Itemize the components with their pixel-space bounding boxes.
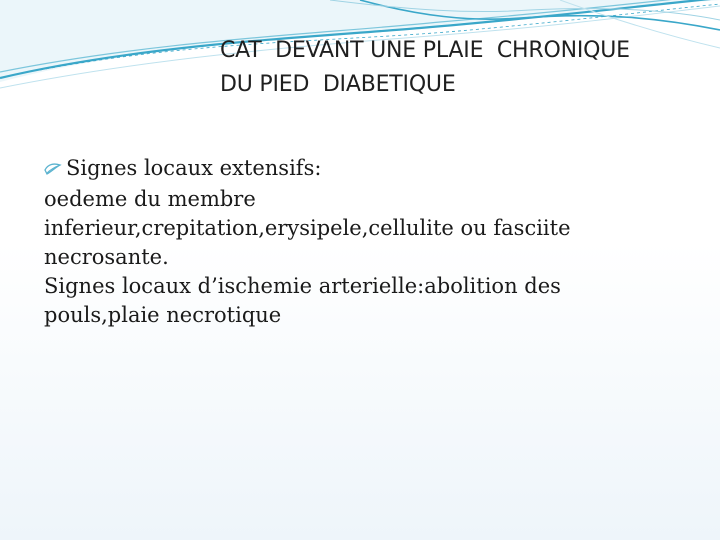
decorative-leaf-bullet-icon xyxy=(44,162,62,176)
slide-body xyxy=(44,154,684,330)
bullet-item xyxy=(44,154,684,183)
slide-title xyxy=(220,34,700,102)
paragraph-extensive-signs xyxy=(44,185,684,272)
title-line-2: DU PIED DIABETIQUE xyxy=(220,72,456,97)
paragraph1-line-3: necrosante. xyxy=(44,245,169,269)
paragraph1-line-1: oedeme du membre xyxy=(44,187,256,211)
paragraph-ischemia-signs xyxy=(44,272,684,330)
paragraph1-line-2: inferieur,crepitation,erysipele,cellulite ou fasciite xyxy=(44,216,571,240)
bullet-text: Signes locaux extensifs: xyxy=(66,156,322,180)
title-line-1: CAT DEVANT UNE PLAIE CHRONIQUE xyxy=(220,38,630,63)
paragraph2-line-2: pouls,plaie necrotique xyxy=(44,303,282,327)
paragraph2-line-1: Signes locaux d’ischemie arterielle:abolition des xyxy=(44,274,561,298)
